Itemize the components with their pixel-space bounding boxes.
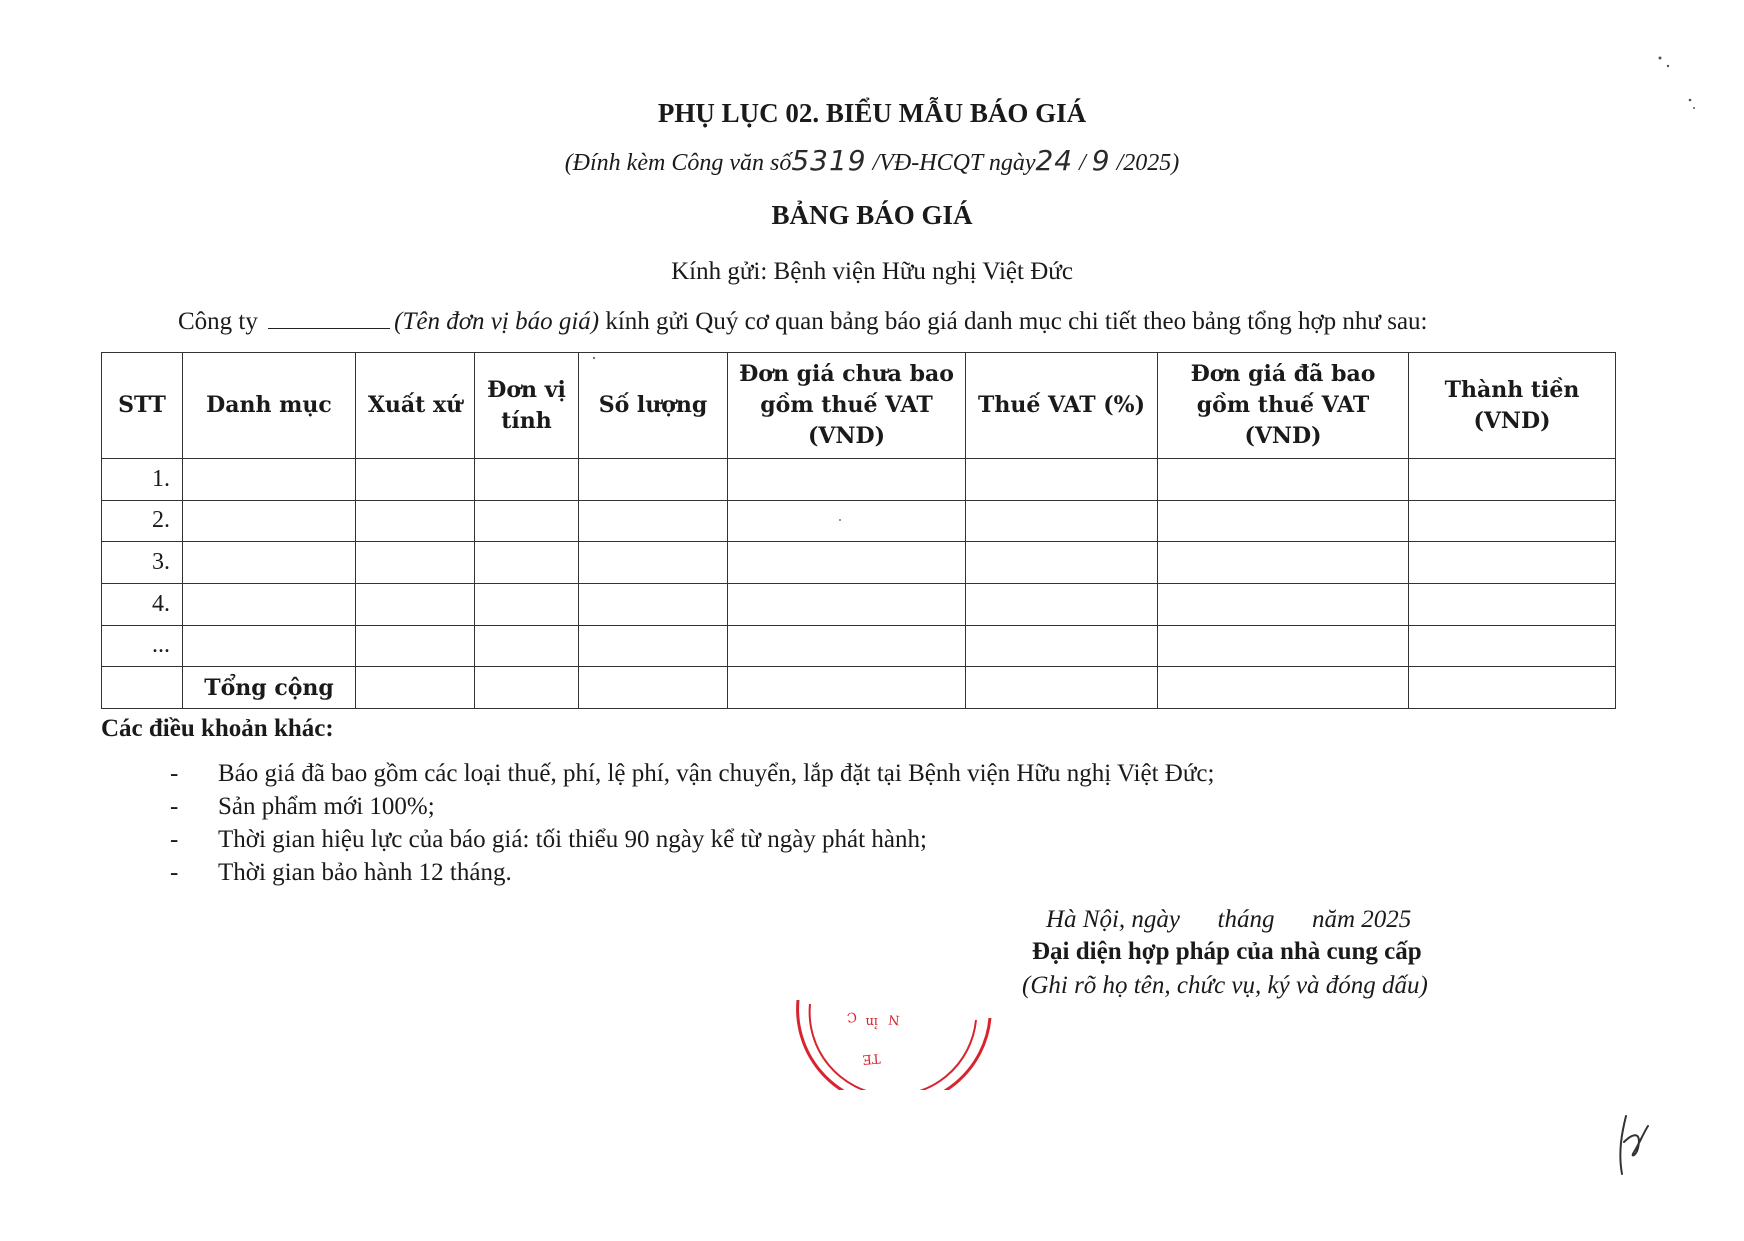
cell-so-luong[interactable]: [579, 583, 728, 625]
table-row: [102, 500, 1616, 542]
cell-xuat-xu[interactable]: [356, 583, 475, 625]
document-subtitle: (Đính kèm Công văn số5319 /VĐ-HCQT ngày24 / 9 /2025): [564, 144, 1180, 177]
cell-don-vi-tinh[interactable]: [475, 667, 579, 709]
company-name-blank: [268, 310, 390, 329]
table-row: [102, 625, 1616, 667]
table-row: [102, 583, 1616, 625]
cell-don-gia-da-vat[interactable]: [1158, 625, 1409, 667]
stamp-glyph: C: [845, 1008, 858, 1025]
list-item: [170, 857, 1214, 890]
cell-xuat-xu[interactable]: [356, 500, 475, 542]
cell-danh-muc[interactable]: [183, 459, 356, 501]
row-number: 4.: [102, 583, 183, 625]
cell-don-gia-da-vat[interactable]: [1158, 583, 1409, 625]
cell-don-gia-da-vat[interactable]: [1158, 459, 1409, 501]
term-text: Báo giá đã bao gồm các loại thuế, phí, lệ phí, vận chuyển, lắp đặt tại Bệnh viện Hữu nghị Việt Đức;: [218, 760, 1215, 787]
cell-don-gia-da-vat[interactable]: [1158, 500, 1409, 542]
table-row: [102, 459, 1616, 501]
initial-stroke: [1620, 1116, 1648, 1174]
total-row: [102, 667, 1616, 709]
cell-don-gia-da-vat[interactable]: [1158, 542, 1409, 584]
row-number: 1.: [102, 459, 183, 501]
terms-list: [170, 758, 1214, 890]
term-text: Sản phẩm mới 100%;: [218, 793, 435, 820]
cell-thue-vat[interactable]: [966, 625, 1158, 667]
stamp-glyph: TE: [861, 1050, 881, 1067]
total-stt-cell: [102, 667, 183, 709]
cell-thue-vat[interactable]: [966, 667, 1158, 709]
stamp-glyph: ỉn: [865, 1014, 878, 1029]
total-amount-cell[interactable]: [1409, 667, 1616, 709]
bullet-dash: -: [170, 760, 179, 787]
table-title: BẢNG BÁO GIÁ: [771, 200, 973, 230]
signer-title: Đại diện hợp pháp của nhà cung cấp: [1032, 938, 1422, 965]
header-thue-vat: Thuế VAT (%): [966, 353, 1158, 459]
company-placeholder: (Tên đơn vị báo giá): [394, 308, 600, 335]
cell-don-gia-chua-vat[interactable]: [728, 459, 966, 501]
cell-don-vi-tinh[interactable]: [475, 459, 579, 501]
row-number: 2.: [102, 500, 183, 542]
table-row: [102, 542, 1616, 584]
term-text: Thời gian bảo hành 12 tháng.: [218, 859, 512, 886]
header-don-gia-da-vat: Đơn giá đã bao gồm thuế VAT (VND): [1158, 353, 1409, 459]
cell-danh-muc[interactable]: [183, 583, 356, 625]
stamp-glyph: N: [887, 1011, 901, 1027]
header-stt: STT: [102, 353, 183, 459]
scan-speck: [1667, 65, 1669, 67]
header-thanh-tien: Thành tiền (VND): [1409, 353, 1616, 459]
cell-don-gia-chua-vat[interactable]: [728, 625, 966, 667]
header-don-vi-tinh: Đơn vị tính: [475, 353, 579, 459]
subtitle-prefix: (Đính kèm Công văn số: [564, 150, 792, 176]
cell-thanh-tien[interactable]: [1409, 459, 1616, 501]
cell-thue-vat[interactable]: [966, 583, 1158, 625]
header-don-gia-chua-vat: Đơn giá chưa bao gồm thuế VAT (VND): [728, 353, 966, 459]
place-date-line: Hà Nội, ngày tháng năm 2025: [1046, 906, 1412, 933]
cell-don-vi-tinh[interactable]: [475, 625, 579, 667]
terms-heading: Các điều khoản khác:: [101, 715, 334, 742]
subtitle-mid: /VĐ-HCQT ngày: [872, 150, 1036, 176]
quote-table: [101, 352, 1616, 709]
list-item: [170, 824, 1214, 857]
cell-so-luong[interactable]: [579, 542, 728, 584]
bullet-dash: -: [170, 826, 179, 853]
intro-text: kính gửi Quý cơ quan bảng báo giá danh mục chi tiết theo bảng tổng hợp như sau:: [605, 308, 1428, 335]
recipient-line: Kính gửi: Bệnh viện Hữu nghị Việt Đức: [671, 258, 1073, 285]
header-so-luong: Số lượng: [579, 353, 728, 459]
stamp-seal: [780, 990, 1000, 1090]
list-item: [170, 758, 1214, 791]
cell-thanh-tien[interactable]: [1409, 542, 1616, 584]
cell-don-gia-chua-vat[interactable]: [728, 500, 966, 542]
cell-xuat-xu[interactable]: [356, 459, 475, 501]
cell-thue-vat[interactable]: [966, 542, 1158, 584]
cell-thanh-tien[interactable]: [1409, 625, 1616, 667]
bullet-dash: -: [170, 859, 179, 886]
cell-thanh-tien[interactable]: [1409, 583, 1616, 625]
cell-danh-muc[interactable]: [183, 542, 356, 584]
cell-thue-vat[interactable]: [966, 500, 1158, 542]
cell-don-gia-chua-vat[interactable]: [728, 583, 966, 625]
cell-xuat-xu[interactable]: [356, 625, 475, 667]
intro-paragraph: [178, 308, 1428, 336]
cell-don-vi-tinh[interactable]: [475, 583, 579, 625]
list-item: [170, 791, 1214, 824]
signer-note: (Ghi rõ họ tên, chức vụ, ký và đóng dấu): [1022, 972, 1428, 999]
cell-xuat-xu[interactable]: [356, 542, 475, 584]
header-xuat-xu: Xuất xứ: [356, 353, 475, 459]
row-number: ...: [102, 625, 183, 667]
scan-speck: [1659, 57, 1662, 60]
term-text: Thời gian hiệu lực của báo giá: tối thiểu 90 ngày kể từ ngày phát hành;: [218, 826, 927, 853]
total-label: Tổng cộng: [183, 667, 356, 709]
company-label: Công ty: [178, 308, 258, 335]
handwritten-day: 24: [1035, 144, 1074, 177]
handwritten-doc-number: 5319: [791, 144, 867, 177]
cell-thanh-tien[interactable]: [1409, 500, 1616, 542]
cell-don-gia-da-vat[interactable]: [1158, 667, 1409, 709]
cell-thue-vat[interactable]: [966, 459, 1158, 501]
cell-danh-muc[interactable]: [183, 500, 356, 542]
handwritten-initial: [1612, 1112, 1652, 1182]
cell-don-gia-chua-vat[interactable]: [728, 542, 966, 584]
cell-don-gia-chua-vat[interactable]: [728, 667, 966, 709]
table-header-row: [102, 353, 1616, 459]
cell-so-luong[interactable]: [579, 625, 728, 667]
document-title: PHỤ LỤC 02. BIỂU MẪU BÁO GIÁ: [657, 98, 1087, 128]
cell-so-luong[interactable]: [579, 667, 728, 709]
cell-danh-muc[interactable]: [183, 625, 356, 667]
subtitle-suffix: /2025): [1116, 150, 1180, 176]
cell-don-vi-tinh[interactable]: [475, 542, 579, 584]
cell-so-luong[interactable]: [579, 500, 728, 542]
cell-xuat-xu[interactable]: [356, 667, 475, 709]
cell-don-vi-tinh[interactable]: [475, 500, 579, 542]
cell-so-luong[interactable]: [579, 459, 728, 501]
header-danh-muc: Danh mục: [183, 353, 356, 459]
row-number: 3.: [102, 542, 183, 584]
bullet-dash: -: [170, 793, 179, 820]
handwritten-month: 9: [1091, 144, 1111, 177]
